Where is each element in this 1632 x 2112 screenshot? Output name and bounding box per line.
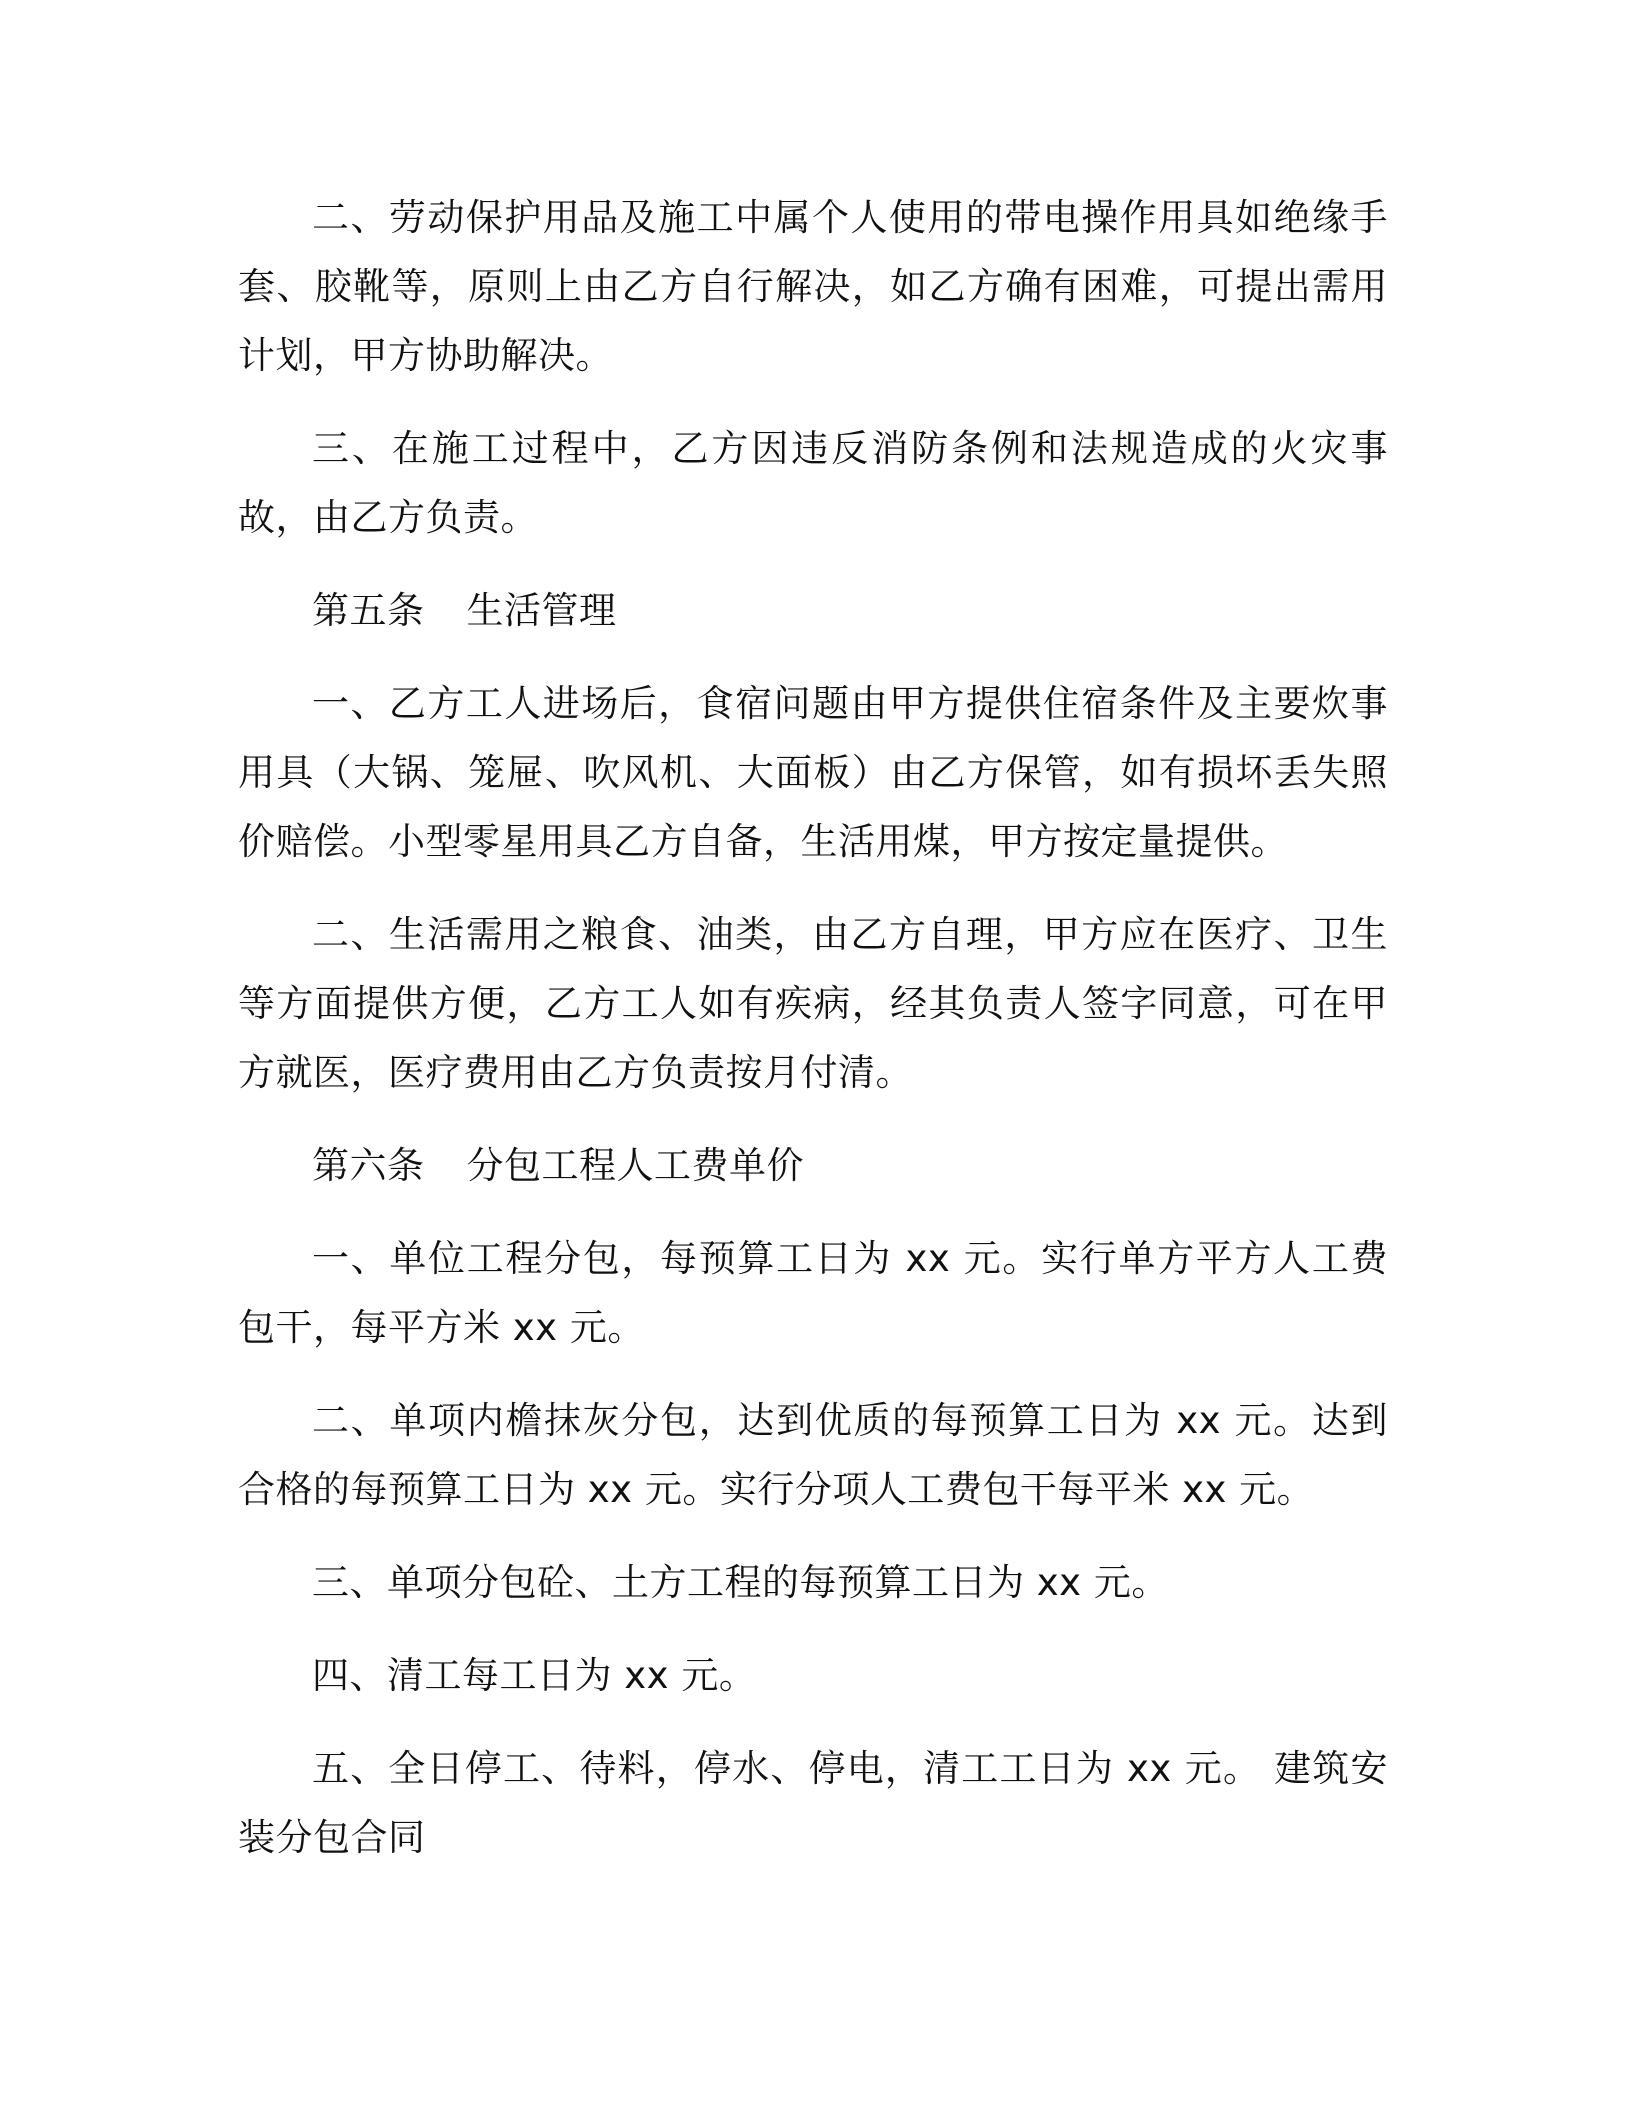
paragraph-accommodation: 一、乙方工人进场后，食宿问题由甲方提供住宿条件及主要炊事用具（大锅、笼屉、吹风机、大面板）由乙方保管，如有损坏丢失照价赔偿。小型零星用具乙方自备，生活用煤，甲方按定量提供。 <box>238 682 1388 863</box>
article-number: 第五条 <box>312 589 425 632</box>
article-number: 第六条 <box>312 1144 425 1187</box>
paragraph-work-stoppage: 五、全日停工、待料，停水、停电，清工工日为 xx 元。 建筑安装分包合同 <box>238 1747 1388 1859</box>
article-heading-6 <box>238 1131 1388 1200</box>
paragraph-concrete-earthwork: 三、单项分包砼、土方工程的每预算工日为 xx 元。 <box>312 1561 1169 1604</box>
paragraph-fire-liability: 三、在施工过程中，乙方因违反消防条例和法规造成的火灾事故，由乙方负责。 <box>238 427 1388 539</box>
document-body <box>238 183 1388 1896</box>
paragraph-food-medical: 二、生活需用之粮食、油类，由乙方自理，甲方应在医疗、卫生等方面提供方便，乙方工人如有疾病，经其负责人签字同意，可在甲方就医，医疗费用由乙方负责按月付清。 <box>238 913 1388 1094</box>
paragraph-labor-protection: 二、劳动保护用品及施工中属个人使用的带电操作用具如绝缘手套、胶靴等，原则上由乙方自行解决，如乙方确有困难，可提出需用计划，甲方协助解决。 <box>238 196 1388 377</box>
article-title: 分包工程人工费单价 <box>466 1144 804 1187</box>
paragraph-clear-labor: 四、清工每工日为 xx 元。 <box>312 1654 757 1697</box>
article-title: 生活管理 <box>466 589 617 632</box>
paragraph-plastering: 二、单项内檐抹灰分包，达到优质的每预算工日为 xx 元。达到合格的每预算工日为 xx 元。实行分项人工费包干每平米 xx 元。 <box>238 1399 1388 1511</box>
paragraph-unit-subcontract: 一、单位工程分包，每预算工日为 xx 元。实行单方平方人工费包干，每平方米 xx 元。 <box>238 1237 1388 1349</box>
article-heading-5 <box>238 576 1388 645</box>
